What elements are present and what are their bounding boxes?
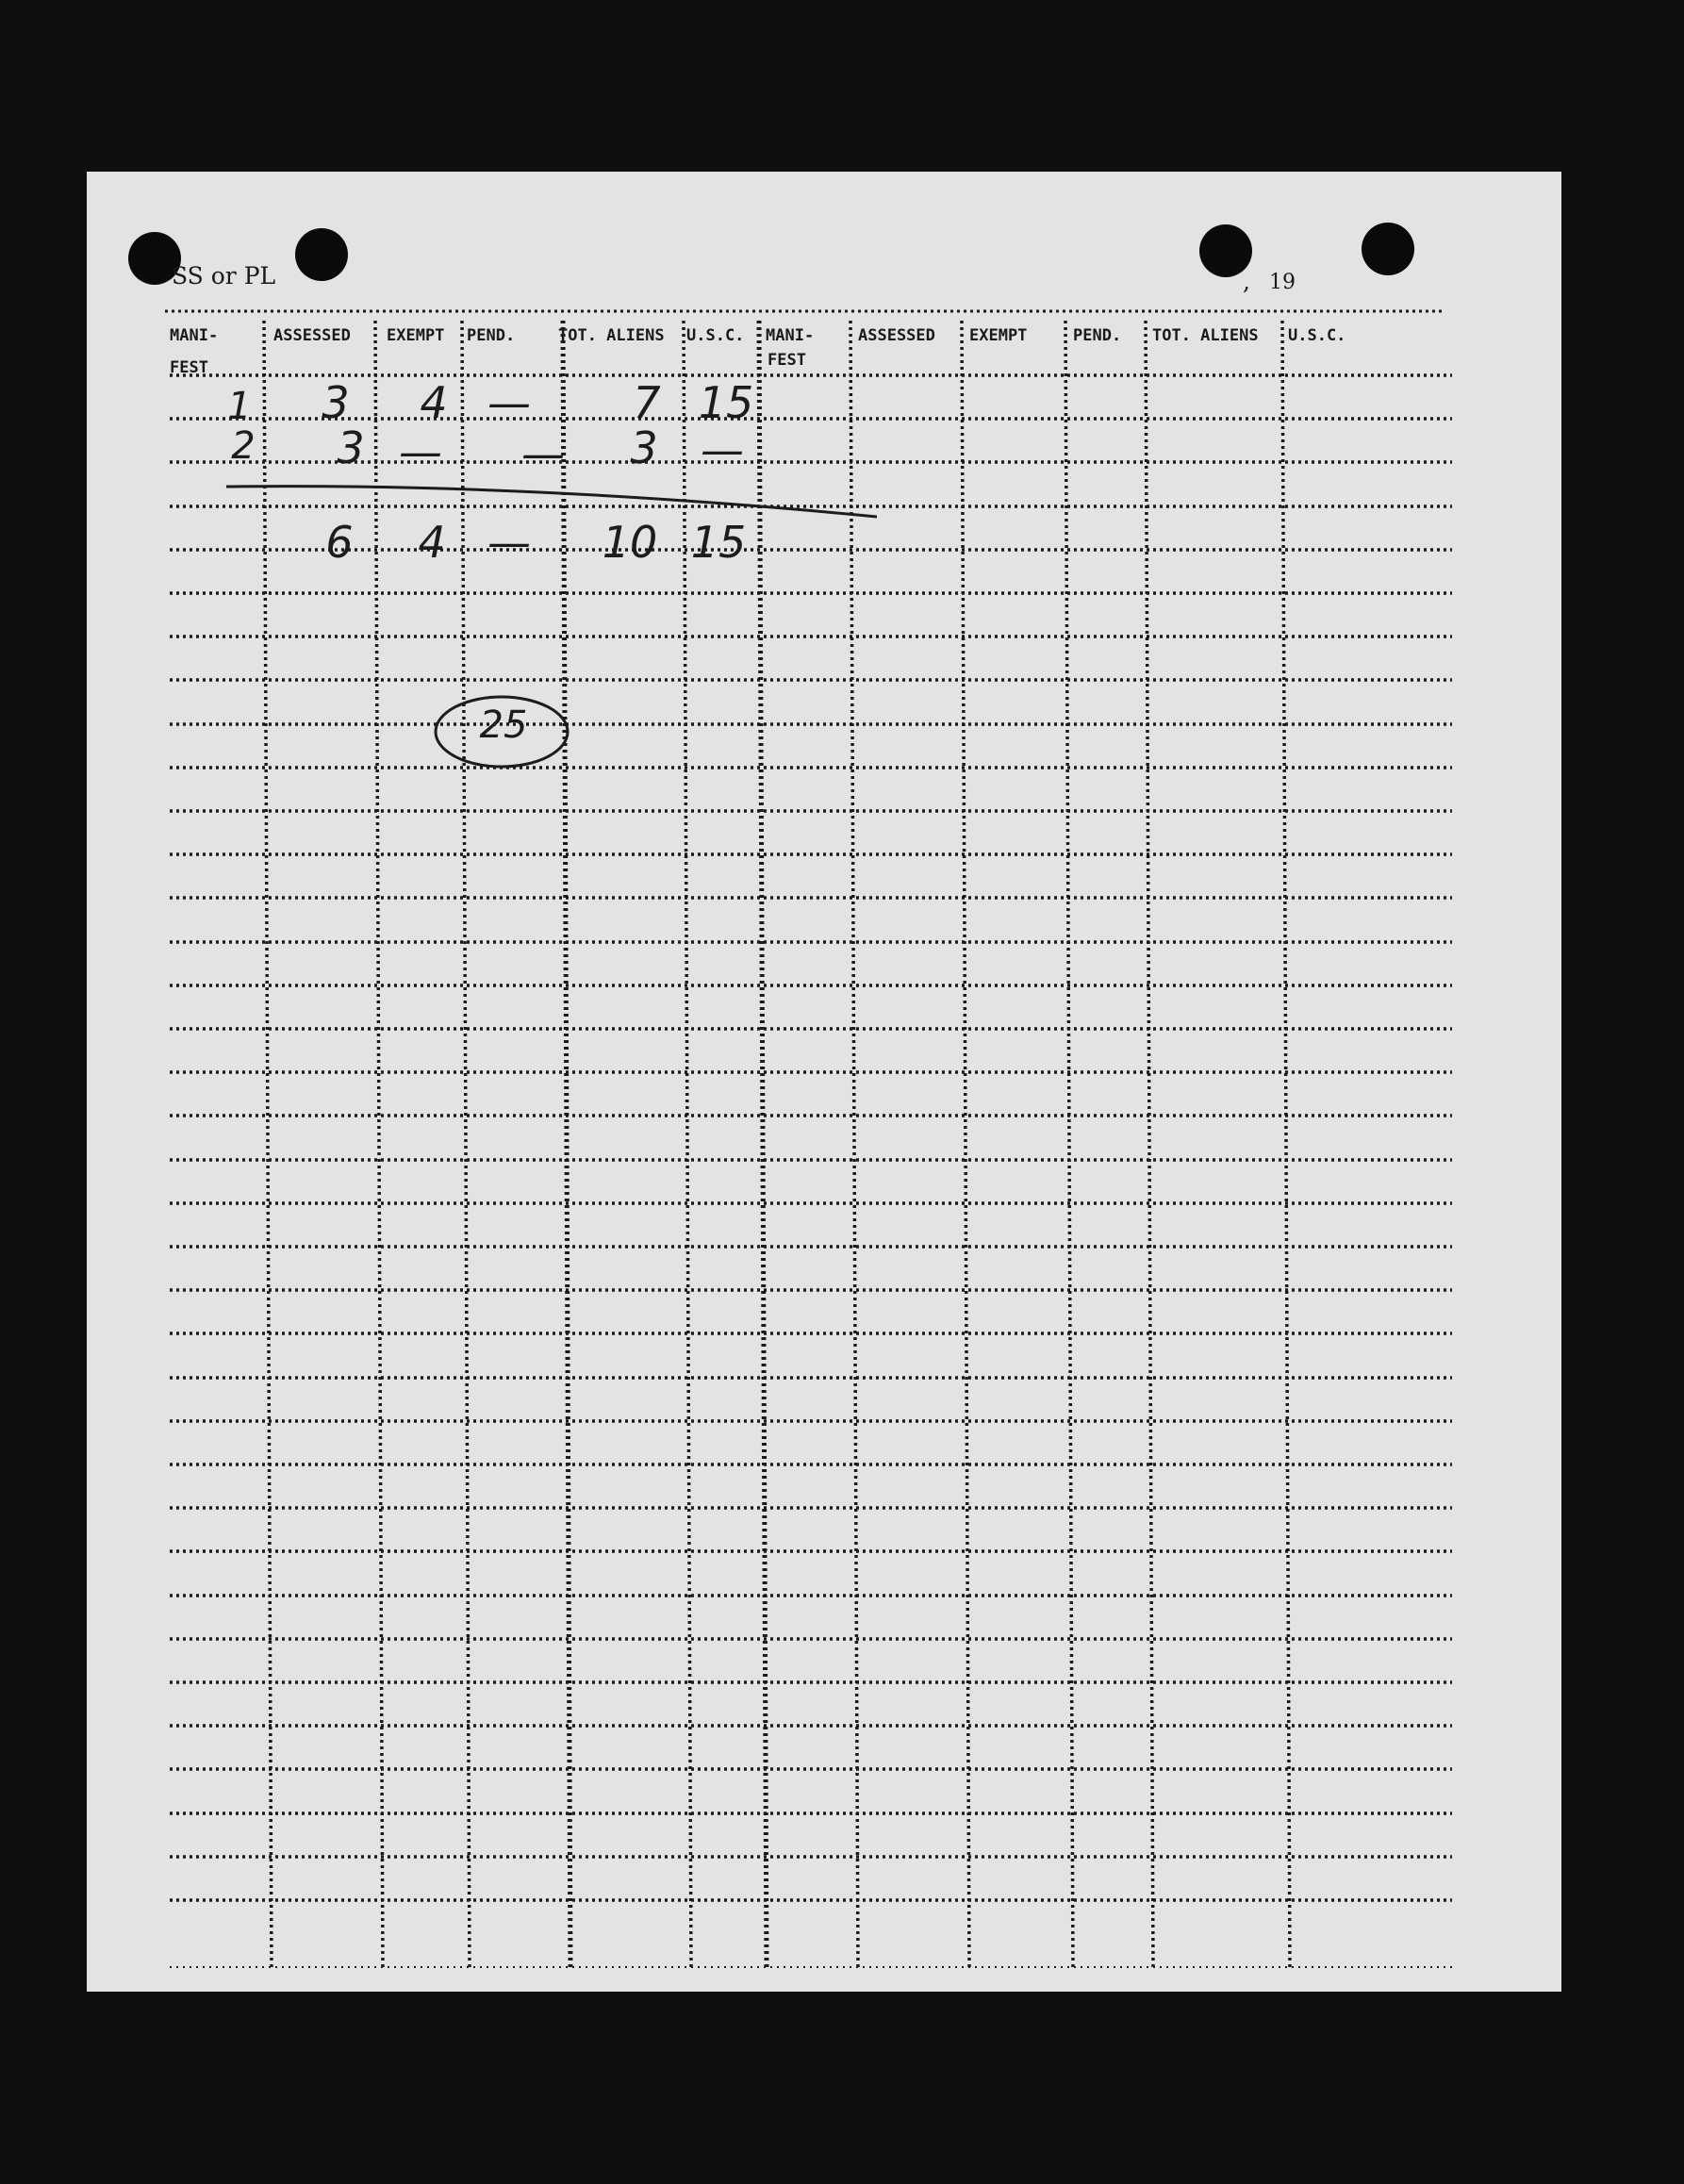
entry-2-tot-aliens: 3 [630, 422, 658, 473]
total-pend: — [487, 517, 531, 568]
entry-2-exempt: — [399, 426, 442, 477]
col-header-usc-left: U.S.C. [686, 326, 745, 345]
entry-2-manifest: 2 [231, 424, 256, 468]
entry-1-tot-aliens: 7 [633, 377, 661, 428]
vessel-label: SS or PL [172, 262, 276, 290]
total-usc: 15 [690, 517, 747, 568]
column-rule [962, 321, 969, 1971]
column-rule [850, 321, 858, 1971]
column-rule [759, 321, 767, 1971]
col-header-usc-right: U.S.C. [1288, 326, 1346, 345]
total-exempt: 4 [418, 517, 446, 568]
entry-2-usc: — [701, 424, 744, 475]
total-assessed: 6 [325, 517, 354, 568]
col-header-exempt-right: EXEMPT [969, 326, 1028, 345]
column-rule [1146, 321, 1153, 1971]
date-comma: , [1243, 268, 1250, 295]
col-header-tot-aliens-right: TOT. ALIENS [1152, 326, 1259, 345]
entry-1-pend: — [487, 377, 531, 428]
col-header-manifest-left: MANI- [170, 326, 219, 345]
col-header-pend-left: PEND. [467, 326, 516, 345]
entry-1-manifest: 1 [227, 385, 252, 428]
column-rule [684, 321, 691, 1971]
col-header-tot-aliens-left: TOT. ALIENS [558, 326, 665, 345]
column-rule [264, 321, 272, 1971]
entry-2-assessed: 3 [337, 422, 365, 473]
col-header-assessed-right: ASSESSED [858, 326, 935, 345]
col-header-exempt-left: EXEMPT [387, 326, 445, 345]
col-header-manifest-right: MANI- [766, 326, 815, 345]
column-rule [1282, 321, 1290, 1971]
entry-1-usc: 15 [698, 377, 754, 428]
column-rule [375, 321, 383, 1971]
col-header-manifest-left-2: FEST [170, 358, 208, 377]
entry-1-exempt: 4 [420, 377, 448, 428]
column-rule [1065, 321, 1073, 1971]
column-rule [462, 321, 470, 1971]
col-header-assessed-left: ASSESSED [273, 326, 351, 345]
grand-total: 25 [479, 703, 528, 747]
entry-2-pend: — [521, 428, 565, 479]
total-tot-aliens: 10 [602, 517, 658, 568]
year-prefix: 19 [1269, 271, 1296, 294]
entry-1-assessed: 3 [322, 377, 350, 428]
col-header-manifest-right-2: FEST [768, 351, 806, 370]
col-header-pend-right: PEND. [1073, 326, 1122, 345]
column-rule [563, 321, 570, 1971]
